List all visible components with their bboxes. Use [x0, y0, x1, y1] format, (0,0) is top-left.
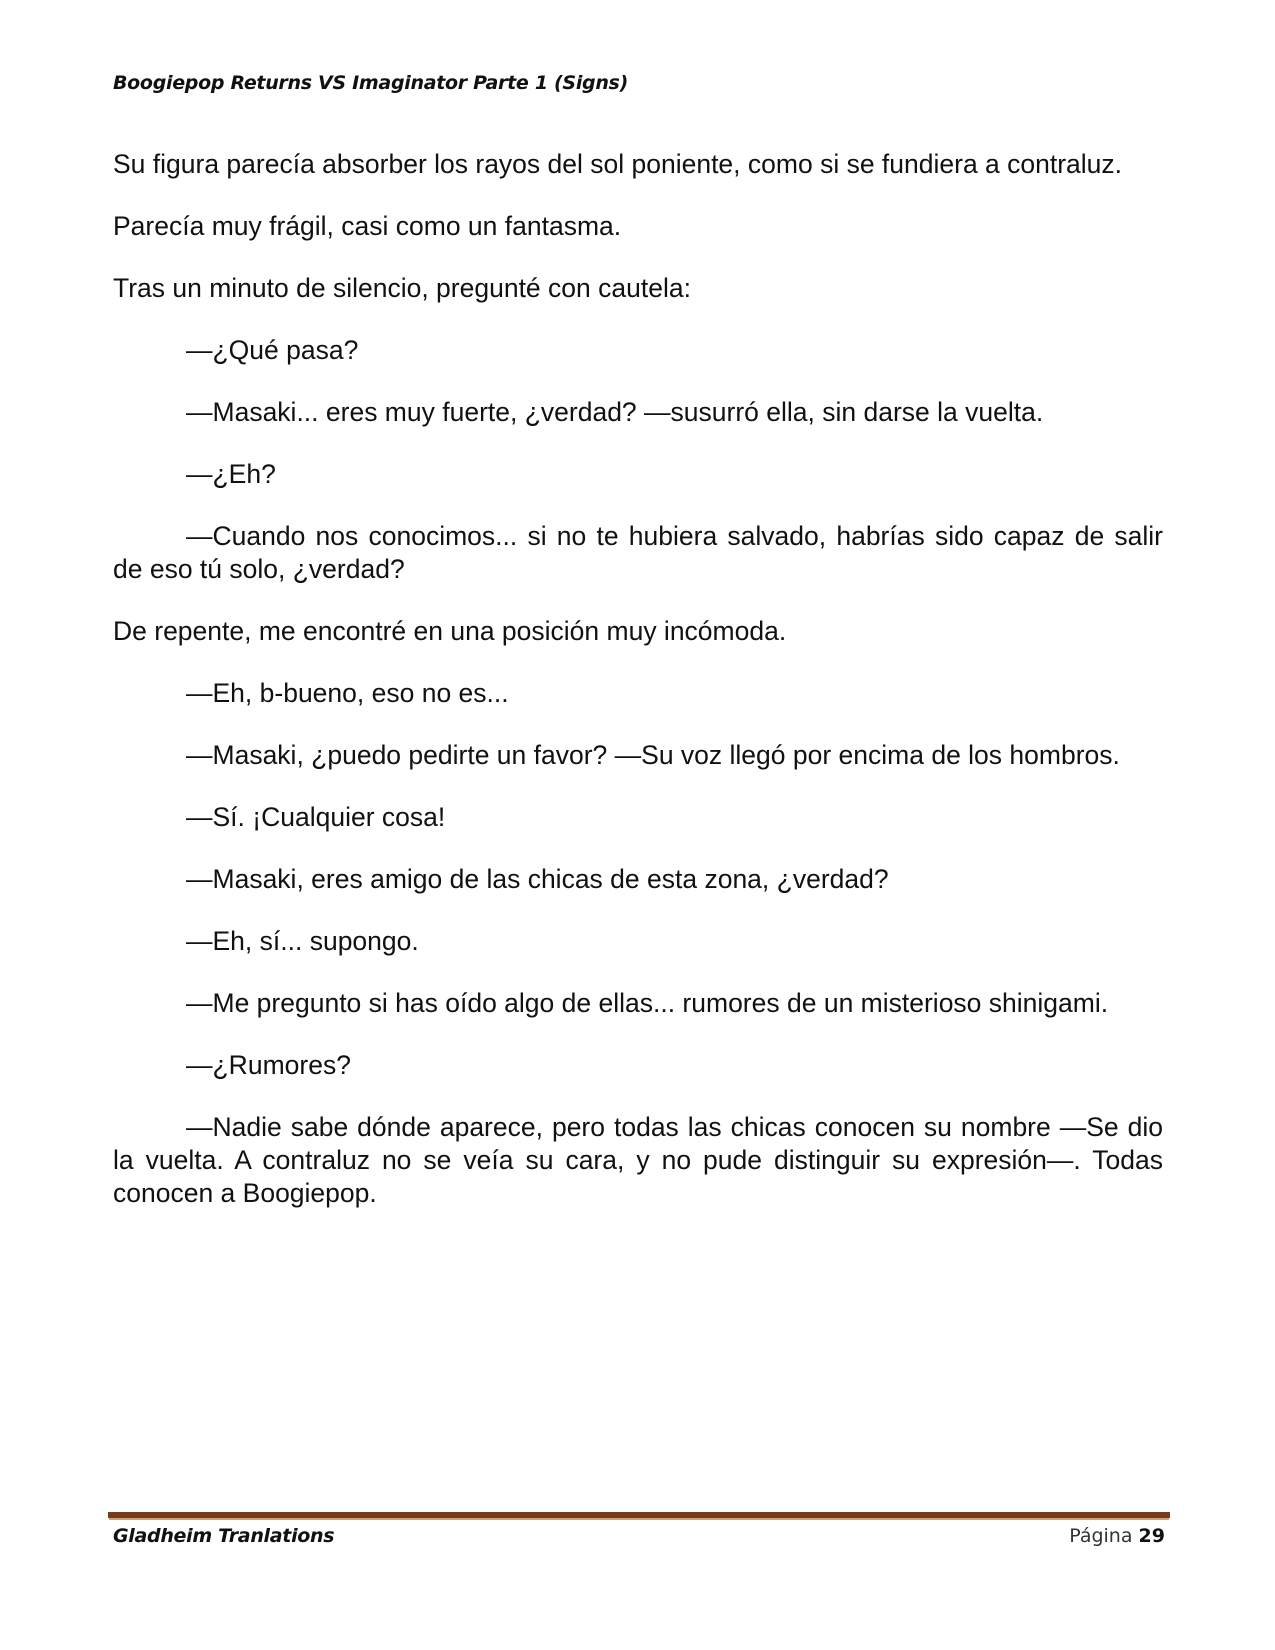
- dialogue-paragraph: —Me pregunto si has oído algo de ellas... rumores de un misterioso shinigami.: [186, 988, 1109, 1018]
- page-number-label: [1069, 1525, 1165, 1547]
- dialogue-paragraph: —Nadie sabe dónde aparece, pero todas las chicas conocen su nombre —Se dio la vuelta. A contraluz no se veía su cara, y no pude distinguir su expresión—. Todas conocen a Boogiepop.: [113, 1112, 1163, 1208]
- paragraph: Tras un minuto de silencio, pregunté con cautela:: [113, 273, 691, 303]
- dialogue-paragraph: —Eh, sí... supongo.: [186, 926, 419, 956]
- dialogue-paragraph: —Sí. ¡Cualquier cosa!: [186, 802, 446, 832]
- page-body: [113, 148, 1163, 1239]
- footer-publisher: Gladheim Tranlations: [113, 1525, 335, 1547]
- page-number: 29: [1138, 1525, 1165, 1547]
- dialogue-paragraph: —Masaki, eres amigo de las chicas de esta zona, ¿verdad?: [186, 864, 889, 894]
- dialogue-paragraph: —¿Eh?: [186, 459, 276, 489]
- dialogue-paragraph: —Eh, b-bueno, eso no es...: [186, 678, 509, 708]
- dialogue-paragraph: —Cuando nos conocimos... si no te hubiera salvado, habrías sido capaz de salir de eso tú solo, ¿verdad?: [113, 521, 1163, 584]
- dialogue-paragraph: —Masaki... eres muy fuerte, ¿verdad? —susurró ella, sin darse la vuelta.: [186, 397, 1044, 427]
- page-label: Página: [1069, 1525, 1133, 1547]
- dialogue-paragraph: —Masaki, ¿puedo pedirte un favor? —Su voz llegó por encima de los hombros.: [186, 740, 1120, 770]
- dialogue-paragraph: —¿Qué pasa?: [186, 335, 359, 365]
- paragraph: Su figura parecía absorber los rayos del sol poniente, como si se fundiera a contraluz.: [113, 149, 1123, 179]
- dialogue-paragraph: —¿Rumores?: [186, 1050, 351, 1080]
- paragraph: Parecía muy frágil, casi como un fantasma.: [113, 211, 622, 241]
- running-header: Boogiepop Returns VS Imaginator Parte 1 (Signs): [113, 72, 628, 94]
- paragraph: De repente, me encontré en una posición muy incómoda.: [113, 616, 787, 646]
- footer-divider: [108, 1512, 1170, 1518]
